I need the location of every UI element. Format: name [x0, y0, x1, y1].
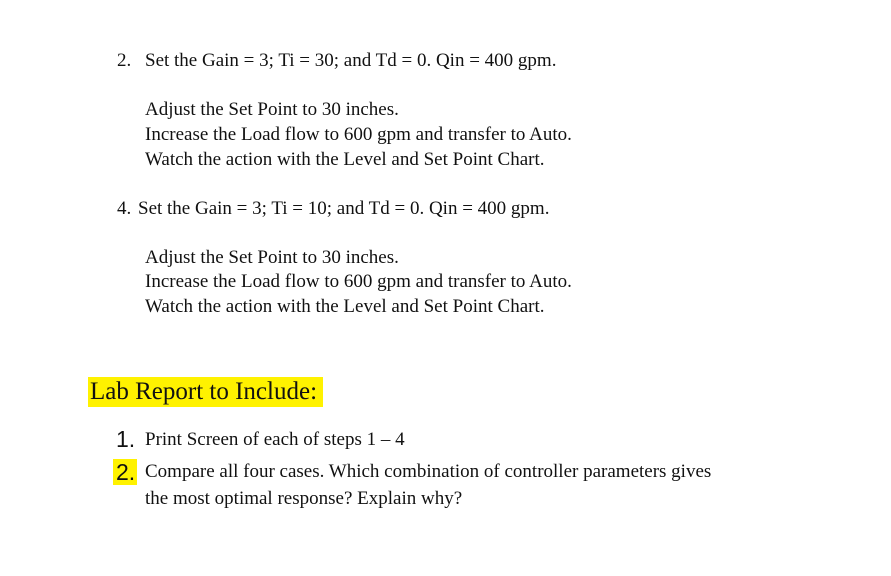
report-item-2-text-line-2: the most optimal response? Explain why?	[145, 488, 463, 509]
report-item-2-text-line-1: Compare all four cases. Which combination of controller parameters gives	[145, 461, 712, 482]
lab-report-heading: Lab Report to Include:	[88, 377, 323, 407]
step-2-detail-2: Increase the Load flow to 600 gpm and transfer to Auto.	[145, 124, 572, 145]
step-4-detail-3: Watch the action with the Level and Set Point Chart.	[145, 296, 545, 317]
report-item-2-number: 2.	[113, 459, 137, 485]
step-2-detail-1: Adjust the Set Point to 30 inches.	[145, 99, 399, 120]
step-2-number: 2.	[117, 50, 132, 71]
step-4-text: Set the Gain = 3; Ti = 10; and Td = 0. Qin = 400 gpm.	[138, 198, 550, 219]
step-2-detail-3: Watch the action with the Level and Set Point Chart.	[145, 149, 545, 170]
step-4-number: 4.	[117, 198, 132, 219]
report-item-1-number: 1.	[116, 426, 136, 452]
step-4-detail-1: Adjust the Set Point to 30 inches.	[145, 247, 399, 268]
report-item-1-text: Print Screen of each of steps 1 – 4	[145, 429, 405, 450]
step-4-detail-2: Increase the Load flow to 600 gpm and transfer to Auto.	[145, 271, 572, 292]
step-2-text: Set the Gain = 3; Ti = 30; and Td = 0. Qin = 400 gpm.	[145, 50, 557, 71]
